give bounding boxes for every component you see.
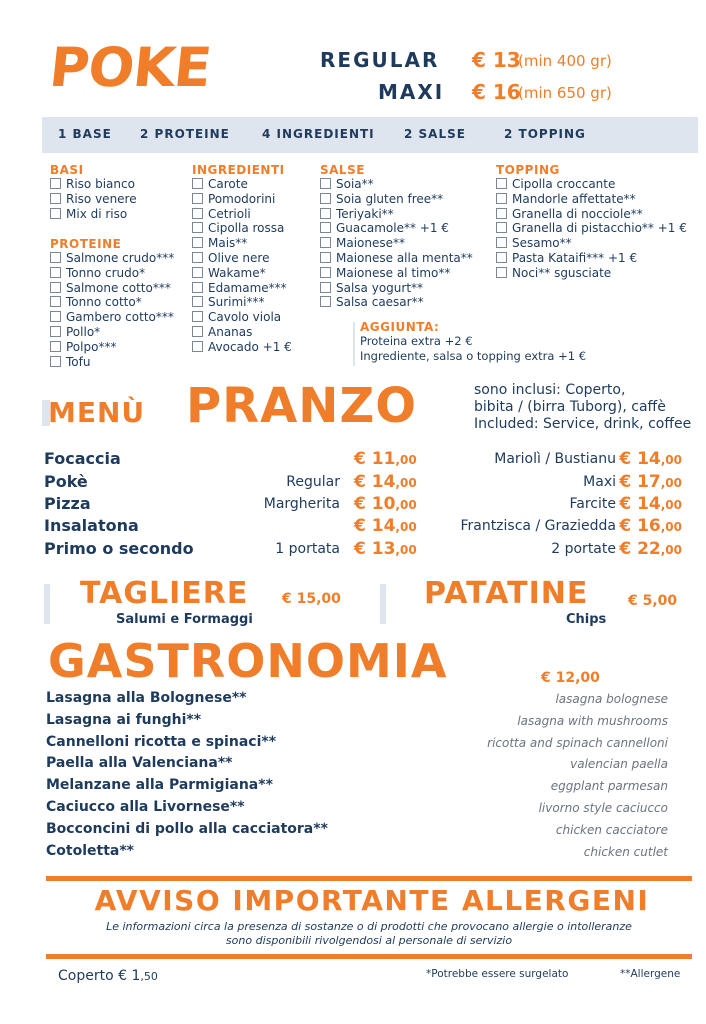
option-item[interactable] [192,177,292,192]
option-label: Teriyaki** [336,206,394,221]
patatine-price: € 5,00 [628,593,678,609]
price-main: € 10 [354,494,396,514]
pranzo-left-row [44,516,417,538]
checkbox-icon[interactable] [192,341,203,352]
pranzo-right-row [420,494,682,516]
option-label: Polpo*** [66,339,117,354]
checkbox-icon[interactable] [50,178,61,189]
checkbox-icon[interactable] [192,326,203,337]
checkbox-icon[interactable] [496,178,507,189]
proteine-list [50,251,174,369]
checkbox-icon[interactable] [192,237,203,248]
option-item[interactable] [50,355,174,370]
pranzo-item-sub: Regular [286,474,340,490]
option-item[interactable] [496,221,687,236]
gastronomia-item-name: Lasagna ai funghi** [46,711,202,728]
gastronomia-item [46,843,668,865]
regular-min: (min 400 gr) [518,52,612,70]
option-label: Granella di nocciole** [512,206,643,221]
tagliere-title: TAGLIERE [80,576,249,611]
checkbox-icon[interactable] [50,208,61,219]
gastronomia-item-translation: valencian paella [570,757,668,772]
option-label: Cetrioli [208,206,251,221]
checkbox-icon[interactable] [320,178,331,189]
step-ingredienti: 4 INGREDIENTI [262,127,375,141]
option-label: Salsa caesar** [336,295,424,310]
basi-list [50,177,137,221]
option-item[interactable] [50,266,174,281]
option-item[interactable] [496,177,687,192]
ingredienti-list [192,177,292,355]
pranzo-title: PRANZO [186,378,418,434]
option-label: Mandorle affettate** [512,191,636,206]
option-label: Tofu [66,354,91,369]
option-label: Surimi*** [208,295,265,310]
option-item[interactable] [320,221,473,236]
step-proteine: 2 PROTEINE [140,127,230,141]
price-cents: ,00 [660,476,682,490]
checkbox-icon[interactable] [320,208,331,219]
price-main: € 13 [354,539,396,559]
gastronomia-item-name: Caciucco alla Livornese** [46,799,245,815]
option-label: Edamame*** [208,280,287,295]
option-item[interactable] [320,236,473,251]
option-item[interactable] [320,281,473,296]
pranzo-left-row [44,539,417,561]
allergen-text [46,920,692,948]
price-cents: ,00 [660,520,682,534]
checkbox-icon[interactable] [192,267,203,278]
price-cents: ,00 [660,498,682,512]
checkbox-icon[interactable] [496,267,507,278]
option-item[interactable] [320,266,473,281]
pranzo-item-name: Focaccia [44,449,121,468]
option-item[interactable] [50,192,137,207]
option-label: Tonno cotto* [66,295,142,310]
gastronomia-item [46,734,668,756]
checkbox-icon[interactable] [320,282,331,293]
checkbox-icon[interactable] [496,208,507,219]
option-item[interactable] [320,295,473,310]
option-item[interactable] [192,251,292,266]
proteine-column [50,237,174,369]
option-label: Riso bianco [66,177,135,191]
topping-column [496,163,687,281]
checkbox-icon[interactable] [320,267,331,278]
option-item[interactable] [320,251,473,266]
coperto-price [58,968,158,984]
menu-word: MENÙ [48,396,146,429]
tagliere-price: € 15,00 [282,591,341,607]
price-cents: ,00 [395,543,417,557]
topping-heading: TOPPING [496,163,560,177]
option-item[interactable] [192,207,292,222]
option-label: Sesamo** [512,236,572,251]
patatine-title: PATATINE [424,576,589,611]
pranzo-item-price [354,472,417,492]
price-main: € 17 [619,472,661,492]
option-item[interactable] [192,236,292,251]
gastronomia-item-translation: eggplant parmesan [550,779,668,794]
gastronomia-item-name: Lasagna alla Bolognese** [46,690,247,706]
pranzo-item-price [619,472,682,492]
price-main: € 14 [354,472,396,492]
price-main: € 14 [619,494,661,514]
pranzo-item-sub: Margherita [263,496,340,512]
pranzo-left-row [44,449,417,471]
allergen-title: AVVISO IMPORTANTE ALLERGENI [94,884,650,917]
allergen-text-line-2: sono disponibili rivolgendosi al personale di servizio [225,934,513,947]
step-topping: 2 TOPPING [504,127,586,141]
pranzo-item-price [354,449,417,469]
patatine-side-bar [380,584,386,624]
checkbox-icon[interactable] [496,222,507,233]
coperto-label: Coperto € 1 [58,968,141,984]
checkbox-icon[interactable] [192,222,203,233]
option-item[interactable] [50,177,137,192]
step-salse: 2 SALSE [404,127,466,141]
price-main: € 14 [354,516,396,536]
option-label: Mix di riso [66,206,128,221]
option-label: Pollo* [66,324,101,339]
checkbox-icon[interactable] [320,222,331,233]
option-item[interactable] [50,325,174,340]
gastronomia-title: GASTRONOMIA [48,634,448,688]
pranzo-item-sub: 2 portate [551,541,616,557]
included-line-1: sono inclusi: Coperto, [474,382,626,398]
tagliere-sub: Salumi e Formaggi [116,612,253,627]
price-cents: ,00 [395,498,417,512]
gastronomia-item-translation: lasagna with mushrooms [517,713,668,728]
option-label: Salmone cotto*** [66,280,171,295]
pranzo-left-row [44,472,417,494]
option-label: Soia** [336,177,374,191]
option-label: Guacamole** +1 € [336,221,449,236]
checkbox-icon[interactable] [50,296,61,307]
salse-heading: SALSE [320,163,365,177]
option-item[interactable] [496,251,687,266]
topping-list [496,177,687,281]
pranzo-item-sub: Maxi [583,474,616,490]
maxi-min: (min 650 gr) [518,84,612,102]
option-label: Avocado +1 € [208,339,292,354]
pranzo-item-price [619,494,682,514]
patatine-sub: Chips [566,612,607,627]
aggiunta-heading: AGGIUNTA: [360,320,440,334]
salse-list [320,177,473,310]
pranzo-item-sub: 1 portata [275,541,340,557]
option-item[interactable] [192,266,292,281]
checkbox-icon[interactable] [50,311,61,322]
step-base: 1 BASE [58,127,112,141]
aggiunta-block [360,320,586,364]
option-label: Pasta Kataifi*** +1 € [512,250,638,265]
option-item[interactable] [50,310,174,325]
option-item[interactable] [496,207,687,222]
pranzo-item-name: Pokè [44,472,88,491]
option-item[interactable] [50,340,174,355]
option-label: Granella di pistacchio** +1 € [512,221,687,236]
gastronomia-price: € 12,00 [541,670,600,686]
gastronomia-item-translation: lasagna bolognese [555,692,668,706]
gastronomia-item [46,712,668,734]
checkbox-icon[interactable] [496,252,507,263]
salse-column [320,163,473,310]
gastronomia-item-name: Cotoletta** [46,842,134,859]
option-item[interactable] [320,207,473,222]
gastronomia-item [46,690,668,712]
gastronomia-item [46,755,668,777]
option-label: Soia gluten free** [336,191,444,206]
aggiunta-line-proteina: Proteina extra +2 € [360,334,473,348]
gastronomia-item [46,799,668,821]
checkbox-icon[interactable] [50,252,61,263]
gastronomia-item [46,821,668,843]
option-item[interactable] [192,192,292,207]
pranzo-left-row [44,494,417,516]
option-label: Riso venere [66,191,137,206]
pranzo-item-sub: Frantzisca / Graziedda [460,518,616,534]
gastronomia-item-translation: chicken cutlet [583,844,668,859]
option-label: Cipolla croccante [512,177,616,191]
note-allergen: **Allergene [620,968,681,980]
price-cents: ,00 [395,520,417,534]
ingredienti-column [192,163,292,355]
option-item[interactable] [192,221,292,236]
pranzo-item-price [354,539,417,559]
option-label: Tonno crudo* [66,265,146,280]
checkbox-icon[interactable] [50,341,61,352]
gastronomia-item-translation: ricotta and spinach cannelloni [487,735,668,750]
price-cents: ,00 [395,453,417,467]
pranzo-item-price [619,449,682,469]
pranzo-included [474,382,691,433]
pranzo-item-price [354,494,417,514]
option-item[interactable] [50,251,174,266]
gastronomia-item-name: Melanzane alla Parmigiana** [46,777,273,794]
gastronomia-item-name: Bocconcini di pollo alla cacciatora** [46,820,328,837]
option-item[interactable] [192,340,292,355]
checkbox-icon[interactable] [192,208,203,219]
option-item[interactable] [496,236,687,251]
option-item[interactable] [50,295,174,310]
checkbox-icon[interactable] [50,326,61,337]
pranzo-item-sub: Farcite [569,496,616,512]
pranzo-item-price [354,516,417,536]
option-item[interactable] [50,281,174,296]
option-label: Salmone crudo*** [66,251,175,265]
note-frozen: *Potrebbe essere surgelato [426,968,569,980]
pranzo-item-price [619,539,682,559]
checkbox-icon[interactable] [496,237,507,248]
option-item[interactable] [496,192,687,207]
gastronomia-item-name: Cannelloni ricotta e spinaci** [46,733,277,750]
price-main: € 22 [619,539,661,559]
aggiunta-line-extra: Ingrediente, salsa o topping extra +1 € [360,349,587,363]
regular-price-line [320,48,630,76]
price-main: € 16 [619,516,661,536]
option-label: Gambero cotto*** [66,310,174,325]
checkbox-icon[interactable] [320,252,331,263]
gastronomia-item-translation: livorno style caciucco [538,801,668,815]
option-item[interactable] [320,192,473,207]
checkbox-icon[interactable] [320,296,331,307]
checkbox-icon[interactable] [50,267,61,278]
maxi-price: € 16 [472,80,521,104]
option-item[interactable] [320,177,473,192]
price-cents: ,00 [395,476,417,490]
aggiunta-divider [353,322,355,366]
checkbox-icon[interactable] [192,296,203,307]
gastronomia-item-translation: chicken cacciatore [555,822,668,837]
option-item[interactable] [192,310,292,325]
pranzo-item-sub: Mariolì / Bustianu [494,451,616,467]
option-label: Olive nere [208,250,270,265]
maxi-price-line [320,80,630,108]
checkbox-icon[interactable] [192,193,203,204]
option-item[interactable] [496,266,687,281]
option-label: Cavolo viola [208,310,282,325]
checkbox-icon[interactable] [320,237,331,248]
checkbox-icon[interactable] [192,252,203,263]
gastronomia-item [46,777,668,799]
proteine-heading: PROTEINE [50,237,122,251]
checkbox-icon[interactable] [50,193,61,204]
option-label: Cipolla rossa [208,221,285,236]
checkbox-icon[interactable] [320,193,331,204]
option-label: Ananas [208,324,253,339]
option-label: Pomodorini [208,191,276,206]
regular-price: € 13 [472,48,521,72]
allergen-text-line-1: Le informazioni circa la presenza di sostanze o di prodotti che provocano allergie o intolleranze [106,920,632,933]
allergen-rule-bottom [46,954,692,959]
price-main: € 14 [619,449,661,469]
option-item[interactable] [50,207,137,222]
basi-heading: BASI [50,163,84,177]
option-label: Maionese** [336,236,406,251]
pranzo-item-name: Insalatona [44,516,139,535]
maxi-label: MAXI [378,80,445,104]
option-label: Noci** sgusciate [512,265,612,280]
checkbox-icon[interactable] [496,193,507,204]
option-item[interactable] [192,281,292,296]
pranzo-right-row [420,539,682,561]
basi-column [50,163,137,221]
option-label: Mais** [208,236,248,251]
option-label: Maionese alla menta** [336,250,473,265]
coperto-cents: ,50 [140,970,158,983]
checkbox-icon[interactable] [192,282,203,293]
included-line-3: Included: Service, drink, coffee [474,416,692,432]
price-main: € 11 [354,449,396,469]
checkbox-icon[interactable] [50,282,61,293]
option-label: Carote [208,177,248,191]
price-cents: ,00 [660,453,682,467]
option-label: Maionese al timo** [336,265,451,280]
option-item[interactable] [192,325,292,340]
checkbox-icon[interactable] [192,311,203,322]
regular-label: REGULAR [320,48,440,72]
steps-bar [42,117,698,153]
option-item[interactable] [192,295,292,310]
option-label: Salsa yogurt** [336,280,424,295]
pranzo-item-name: Pizza [44,494,91,513]
pranzo-right-row [420,516,682,538]
price-cents: ,00 [660,543,682,557]
included-line-2: bibita / (birra Tuborg), caffè [474,399,666,415]
ingredienti-heading: INGREDIENTI [192,163,285,177]
gastronomia-item-name: Paella alla Valenciana** [46,755,233,772]
pranzo-item-price [619,516,682,536]
tagliere-side-bar [44,584,50,624]
checkbox-icon[interactable] [50,356,61,367]
pranzo-item-name: Primo o secondo [44,539,194,558]
option-label: Wakame* [208,265,266,280]
pranzo-right-row [420,449,682,471]
pranzo-right-row [420,472,682,494]
allergen-rule-top [46,876,692,881]
checkbox-icon[interactable] [192,178,203,189]
poke-title: POKE [46,36,214,99]
